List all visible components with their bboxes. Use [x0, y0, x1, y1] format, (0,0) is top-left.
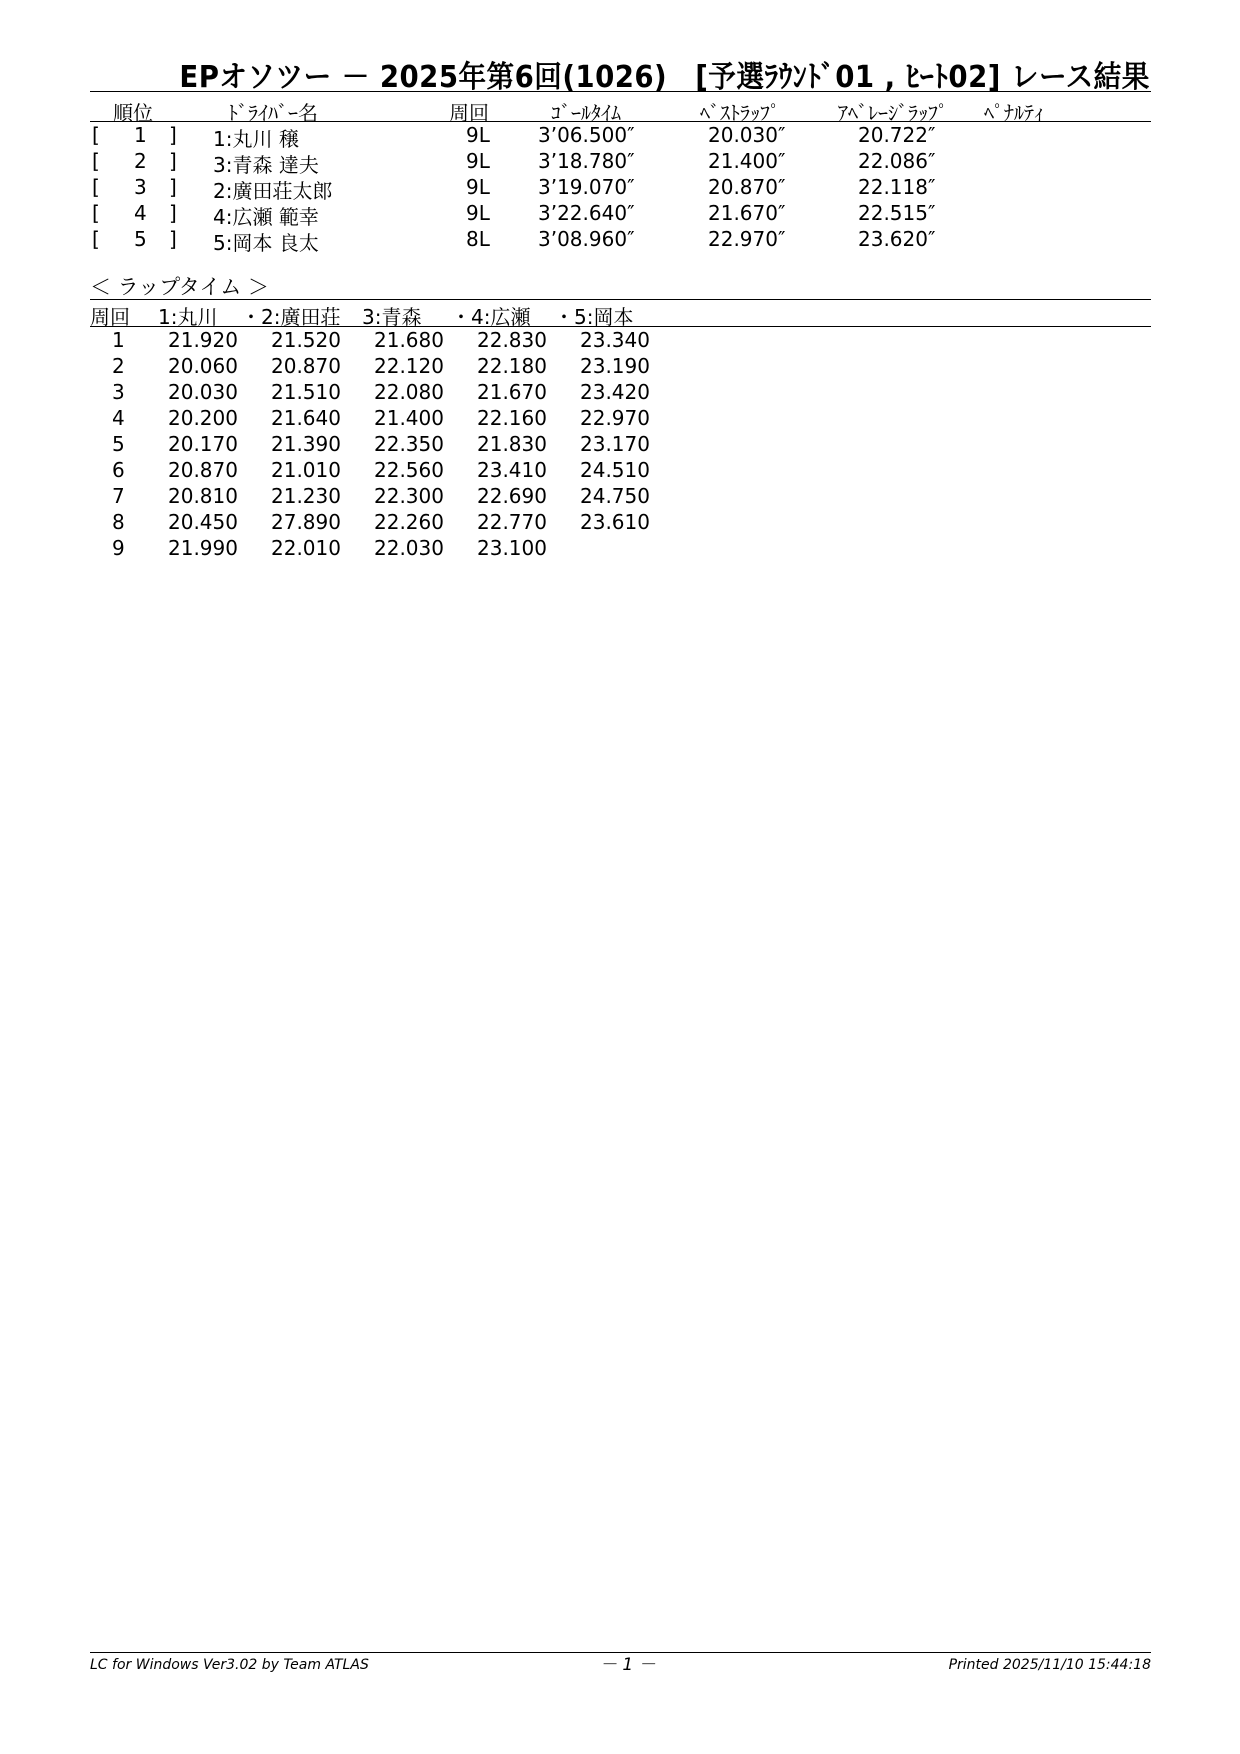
table-row	[0, 175, 1240, 201]
lap-number-cell: 1	[112, 328, 125, 352]
lap-time-cell: 23.610	[580, 510, 650, 534]
lap-time-cell: 23.190	[580, 354, 650, 378]
lap-number-cell: 8	[112, 510, 125, 534]
page-title: EPオソツー － 2025年第6回(1026) [予選ﾗｳﾝﾄﾞ01 , ﾋｰﾄ02] レース結果	[179, 60, 1150, 95]
header-average-lap: ｱﾍﾞﾚｰｼﾞﾗｯﾌﾟ	[838, 101, 948, 125]
lap-number-cell: 3	[112, 380, 125, 404]
goal-time-cell: 3’08.960″	[538, 227, 635, 251]
table-row	[0, 354, 1240, 380]
lap-time-cell: 22.350	[374, 432, 444, 456]
average-lap-cell: 22.086″	[858, 149, 936, 173]
table-row	[0, 536, 1240, 562]
lap-times-title: ＜ ラップタイム ＞	[90, 275, 270, 299]
lap-time-cell: 21.670	[477, 380, 547, 404]
lap-time-cell: 20.060	[168, 354, 238, 378]
lap-time-cell: 22.690	[477, 484, 547, 508]
lap-time-cell: 22.300	[374, 484, 444, 508]
bracket-open: [	[92, 149, 100, 173]
rank-cell: 4	[134, 201, 147, 225]
lap-number-cell: 2	[112, 354, 125, 378]
table-row	[0, 123, 1240, 149]
bracket-close: ]	[169, 227, 177, 251]
lap-header-driver: 3:青森	[362, 305, 422, 329]
lap-time-cell: 27.890	[271, 510, 341, 534]
lap-header-rule	[90, 326, 1151, 327]
driver-cell: 2:廣田荘太郎	[213, 179, 333, 203]
best-lap-cell: 22.970″	[708, 227, 786, 251]
table-row	[0, 201, 1240, 227]
rank-cell: 2	[134, 149, 147, 173]
lap-number-cell: 9	[112, 536, 125, 560]
bracket-close: ]	[169, 175, 177, 199]
lap-time-cell: 20.870	[168, 458, 238, 482]
laps-cell: 8L	[466, 227, 490, 251]
lap-time-cell: 21.990	[168, 536, 238, 560]
laps-cell: 9L	[466, 175, 490, 199]
lap-time-cell: 21.640	[271, 406, 341, 430]
lap-top-rule	[90, 299, 1151, 300]
lap-time-cell: 20.200	[168, 406, 238, 430]
lap-time-cell: 21.230	[271, 484, 341, 508]
lap-time-cell: 22.260	[374, 510, 444, 534]
lap-time-cell: 23.100	[477, 536, 547, 560]
lap-time-cell: 22.560	[374, 458, 444, 482]
lap-time-cell: 23.340	[580, 328, 650, 352]
lap-time-cell: 21.510	[271, 380, 341, 404]
table-row	[0, 227, 1240, 253]
table-row	[0, 406, 1240, 432]
table-row	[0, 510, 1240, 536]
lap-time-cell: 20.170	[168, 432, 238, 456]
lap-time-cell: 24.750	[580, 484, 650, 508]
table-row	[0, 149, 1240, 175]
table-row	[0, 432, 1240, 458]
lap-time-cell: 22.030	[374, 536, 444, 560]
driver-cell: 5:岡本 良太	[213, 231, 319, 255]
laps-cell: 9L	[466, 149, 490, 173]
table-row	[0, 380, 1240, 406]
driver-cell: 3:青森 達夫	[213, 153, 319, 177]
header-laps: 周回	[449, 101, 489, 125]
bracket-open: [	[92, 123, 100, 147]
lap-number-cell: 5	[112, 432, 125, 456]
lap-time-cell: 22.160	[477, 406, 547, 430]
footer-printed-timestamp: Printed 2025/11/10 15:44:18	[948, 1657, 1151, 1673]
lap-number-cell: 4	[112, 406, 125, 430]
header-driver: ﾄﾞﾗｲﾊﾞｰ名	[228, 101, 318, 125]
header-best-lap: ﾍﾞｽﾄﾗｯﾌﾟ	[700, 101, 780, 125]
average-lap-cell: 23.620″	[858, 227, 936, 251]
goal-time-cell: 3’19.070″	[538, 175, 635, 199]
rank-cell: 3	[134, 175, 147, 199]
average-lap-cell: 22.118″	[858, 175, 936, 199]
header-penalty: ﾍﾟﾅﾙﾃｨ	[984, 101, 1044, 125]
lap-time-cell: 21.520	[271, 328, 341, 352]
lap-time-cell: 20.030	[168, 380, 238, 404]
lap-time-cell: 22.830	[477, 328, 547, 352]
lap-header-driver: ・4:広瀬	[451, 305, 531, 329]
table-row	[0, 484, 1240, 510]
best-lap-cell: 20.030″	[708, 123, 786, 147]
laps-cell: 9L	[466, 123, 490, 147]
lap-number-cell: 7	[112, 484, 125, 508]
lap-time-cell: 20.870	[271, 354, 341, 378]
lap-time-cell: 23.420	[580, 380, 650, 404]
lap-time-cell: 22.770	[477, 510, 547, 534]
bracket-close: ]	[169, 149, 177, 173]
lap-time-cell: 22.120	[374, 354, 444, 378]
lap-time-cell: 21.830	[477, 432, 547, 456]
goal-time-cell: 3’22.640″	[538, 201, 635, 225]
lap-header-driver: ・5:岡本	[554, 305, 634, 329]
bracket-open: [	[92, 201, 100, 225]
bracket-open: [	[92, 175, 100, 199]
lap-header-lap: 周回	[90, 305, 130, 329]
header-goal-time: ｺﾞｰﾙﾀｲﾑ	[551, 101, 621, 125]
lap-time-cell: 21.390	[271, 432, 341, 456]
rank-cell: 1	[134, 123, 147, 147]
lap-time-cell: 20.810	[168, 484, 238, 508]
table-row	[0, 458, 1240, 484]
page-number: － 1 －	[600, 1655, 656, 1675]
lap-time-cell: 21.680	[374, 328, 444, 352]
lap-time-cell: 21.010	[271, 458, 341, 482]
lap-time-cell: 22.080	[374, 380, 444, 404]
table-row	[0, 328, 1240, 354]
rank-cell: 5	[134, 227, 147, 251]
driver-cell: 4:広瀬 範幸	[213, 205, 319, 229]
header-rank: 順位	[113, 101, 153, 125]
driver-cell: 1:丸川 穣	[213, 127, 299, 151]
bracket-open: [	[92, 227, 100, 251]
lap-time-cell: 22.010	[271, 536, 341, 560]
lap-time-cell: 21.400	[374, 406, 444, 430]
results-header-rule	[90, 121, 1151, 122]
lap-time-cell: 21.920	[168, 328, 238, 352]
footer-software: LC for Windows Ver3.02 by Team ATLAS	[90, 1657, 369, 1673]
goal-time-cell: 3’18.780″	[538, 149, 635, 173]
laps-cell: 9L	[466, 201, 490, 225]
title-rule	[90, 91, 1151, 92]
bracket-close: ]	[169, 123, 177, 147]
lap-header-driver: 1:丸川	[158, 305, 218, 329]
lap-time-cell: 23.410	[477, 458, 547, 482]
lap-time-cell: 22.180	[477, 354, 547, 378]
lap-time-cell: 24.510	[580, 458, 650, 482]
lap-time-cell: 22.970	[580, 406, 650, 430]
best-lap-cell: 21.670″	[708, 201, 786, 225]
bracket-close: ]	[169, 201, 177, 225]
best-lap-cell: 21.400″	[708, 149, 786, 173]
average-lap-cell: 20.722″	[858, 123, 936, 147]
goal-time-cell: 3’06.500″	[538, 123, 635, 147]
best-lap-cell: 20.870″	[708, 175, 786, 199]
lap-time-cell: 23.170	[580, 432, 650, 456]
average-lap-cell: 22.515″	[858, 201, 936, 225]
lap-number-cell: 6	[112, 458, 125, 482]
lap-header-driver: ・2:廣田荘	[241, 305, 341, 329]
lap-time-cell: 20.450	[168, 510, 238, 534]
